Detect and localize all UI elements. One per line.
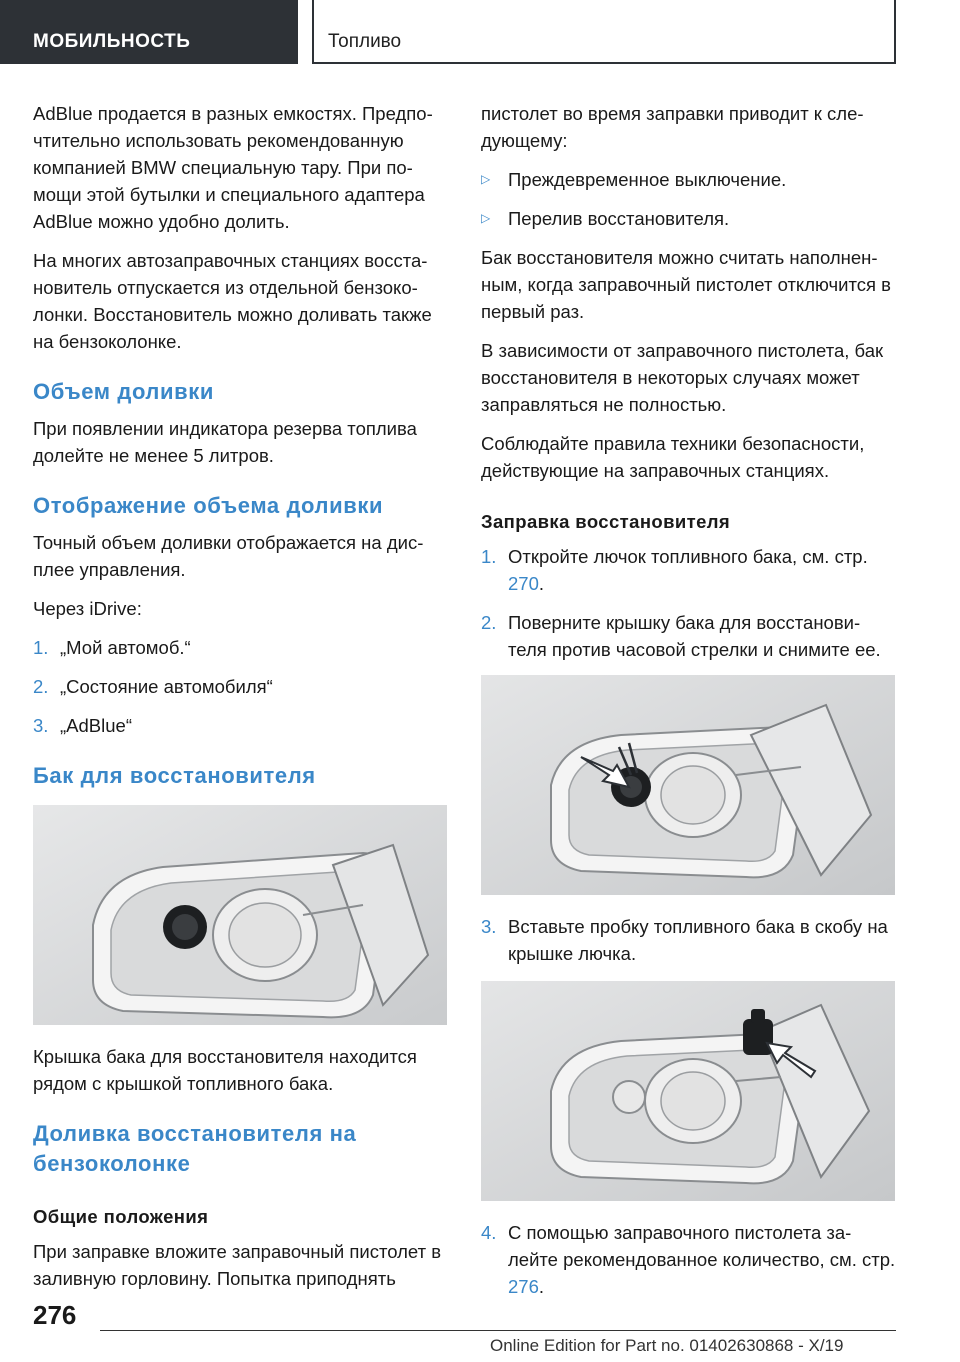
step-number: 2. [33,676,49,697]
paragraph: AdBlue продается в разных емкостях. Предпо-чтительно использовать рекомендованную компанией BMW специальную тару. При по-мощи этой бутылки и специального адаптера AdBlue можно удобно долить. [33,103,433,232]
paragraph: Через iDrive: [33,598,142,619]
right-column [481,100,897,1312]
step-text: С помощью заправочного пистолета за-лейте рекомендованное количество, см. стр. [508,1222,896,1270]
step-text: „AdBlue“ [60,715,132,736]
bullet-text: Преждевременное выключение. [508,169,787,190]
paragraph: Точный объем доливки отображается на дис-плее управления. [33,532,424,580]
chapter-title: Топливо [312,0,896,64]
consequence-list [481,166,897,232]
page-link[interactable]: 270 [508,573,539,594]
bullet-text: Перелив восстановителя. [508,208,730,229]
step-number: 1. [481,546,497,567]
refill-steps-continued [481,913,897,967]
footer-divider [100,1330,896,1331]
step-text: Откройте лючок топливного бака, см. стр. [508,546,868,567]
step-number: 3. [33,715,49,736]
list-item [481,166,897,193]
section-tab: МОБИЛЬНОСТЬ [0,0,298,64]
edition-note: Online Edition for Part no. 01402630868 - X/19 [490,1336,844,1355]
paragraph: При появлении индикатора резерва топлива долейте не менее 5 литров. [33,418,417,466]
step-text: „Состояние автомобиля“ [60,676,273,697]
step-number: 3. [481,916,497,937]
paragraph: В зависимости от заправочного пистолета, бак восстановителя в некоторых случаях может заправляться не полностью. [481,340,884,415]
heading-pump: Доливка восстановителя на бензоколонке [33,1121,357,1176]
step-end: . [538,1276,545,1297]
page-link[interactable]: 276 [508,1276,539,1297]
paragraph: пистолет во время заправки приводит к сле-дующему: [481,103,864,151]
refill-steps [481,543,897,663]
list-item [481,609,897,663]
list-item [33,634,449,661]
insert-cap-illustration [481,981,895,1201]
list-item [481,205,897,232]
paragraph: Соблюдайте правила техники безопасности, действующие на заправочных станциях. [481,433,865,481]
list-item [33,673,449,700]
list-item [481,913,897,967]
heading-tank: Бак для восстановителя [33,763,316,788]
step-end: . [538,573,545,594]
remove-cap-illustration [481,675,895,895]
idrive-steps [33,634,449,739]
paragraph: При заправке вложите заправочный пистолет в заливную горловину. Попытка приподнять [33,1241,442,1289]
heading-volume: Объем доливки [33,379,214,404]
triangle-bullet-icon: ▷ [481,211,491,225]
heading-refill: Заправка восстановителя [481,511,731,532]
triangle-bullet-icon: ▷ [481,172,491,186]
page-number: 276 [33,1300,77,1330]
list-item [481,543,897,597]
refill-steps-final [481,1219,897,1300]
paragraph: Бак восстановителя можно считать наполнен-ным, когда заправочный пистолет отключится в первый раз. [481,247,891,322]
step-number: 4. [481,1222,497,1243]
step-text: „Мой автомоб.“ [60,637,191,658]
step-text: Вставьте пробку топливного бака в скобу на крышке лючка. [508,916,888,964]
fuel-flap-illustration [33,805,447,1025]
list-item [481,1219,897,1300]
paragraph: Крышка бака для восстановителя находится рядом с крышкой топливного бака. [33,1046,417,1094]
paragraph: На многих автозаправочных станциях восста-новитель отпускается из отдельной бензоко-лонки. Восстановитель можно доливать также на бензоколонке. [33,250,432,352]
step-number: 2. [481,612,497,633]
list-item [33,712,449,739]
left-column [33,100,449,1304]
heading-display: Отображение объема доливки [33,493,384,518]
step-number: 1. [33,637,49,658]
heading-general: Общие положения [33,1206,209,1227]
step-text: Поверните крышку бака для восстанови-теля против часовой стрелки и снимите ее. [508,612,881,660]
